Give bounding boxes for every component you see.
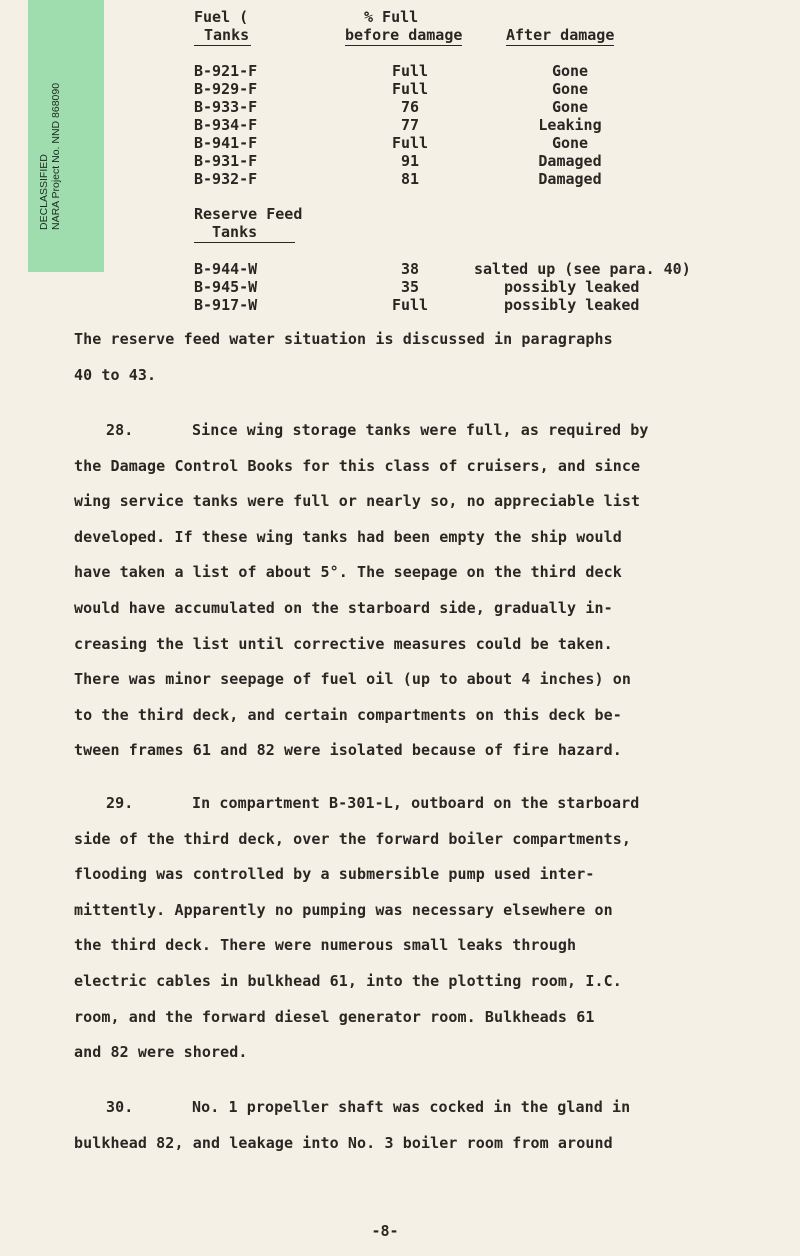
reserve-row-pct: Full [391, 296, 429, 314]
reserve-row-tank: B-917-W [194, 296, 258, 314]
fuel-row-after: Gone [551, 62, 589, 80]
text-line: mittently. Apparently no pumping was necessary elsewhere on [74, 900, 613, 919]
text-line: to the third deck, and certain compartments on this deck be- [74, 705, 622, 724]
reserve-row-pct: 35 [400, 278, 420, 296]
fuel-row-pct: Full [391, 134, 429, 152]
fuel-row-tank: B-934-F [194, 116, 258, 134]
page-number: -8- [371, 1222, 399, 1240]
pct-header-2: before damage [345, 26, 463, 44]
fuel-row-after: Gone [551, 134, 589, 152]
reserve-row-tank: B-944-W [194, 260, 258, 278]
reserve-header-2: Tanks [194, 223, 295, 243]
fuel-row-pct: 81 [400, 170, 420, 188]
text-line: The reserve feed water situation is discussed in paragraphs [74, 330, 613, 348]
fuel-row-tank: B-929-F [194, 80, 258, 98]
fuel-row-pct: 91 [400, 152, 420, 170]
reserve-row-after: salted up (see para. 40) [474, 260, 691, 278]
fuel-row-tank: B-931-F [194, 152, 258, 170]
declassified-stamp-text [38, 30, 62, 230]
reserve-row-after: possibly leaked [504, 296, 640, 314]
pct-header-1: % Full [364, 8, 419, 26]
text-line: developed. If these wing tanks had been empty the ship would [74, 527, 622, 546]
text-line: the third deck. There were numerous small leaks through [74, 936, 577, 955]
text-line: electric cables in bulkhead 61, into the plotting room, I.C. [74, 971, 622, 990]
text-line: and 82 were shored. [74, 1043, 248, 1062]
text-line: Since wing storage tanks were full, as required by [192, 421, 649, 439]
text-line: tween frames 61 and 82 were isolated because of fire hazard. [74, 741, 622, 760]
fuel-row-tank: B-941-F [194, 134, 258, 152]
reserve-header-2-wrap [194, 223, 295, 243]
fuel-tanks-header-2-wrap [194, 26, 251, 46]
text-line: room, and the forward diesel generator room. Bulkheads 61 [74, 1007, 595, 1026]
after-header-wrap [506, 26, 614, 46]
paragraph-number: 30. [106, 1098, 134, 1116]
fuel-row-after: Gone [551, 98, 589, 116]
fuel-tanks-header-2: Tanks [194, 26, 251, 46]
fuel-row-after: Gone [551, 80, 589, 98]
reserve-row-pct: 38 [400, 260, 420, 278]
paragraph-number: 28. [106, 421, 134, 439]
paragraph-28 [74, 413, 744, 769]
fuel-row-pct: 77 [400, 116, 420, 134]
paragraph-30 [74, 1090, 744, 1161]
text-line: 40 to 43. [74, 365, 157, 384]
stamp-line-2: NARA Project No. NND 868090 [50, 82, 62, 230]
text-line: would have accumulated on the starboard side, gradually in- [74, 598, 613, 617]
after-header: After damage [506, 26, 615, 44]
text-line: have taken a list of about 5°. The seepage on the third deck [74, 563, 622, 582]
stamp-line-1: DECLASSIFIED [38, 154, 50, 230]
fuel-row-pct: Full [391, 62, 429, 80]
fuel-row-pct: Full [391, 80, 429, 98]
reserve-header-1: Reserve Feed [194, 205, 303, 223]
fuel-row-tank: B-921-F [194, 62, 258, 80]
fuel-row-after: Damaged [538, 170, 602, 188]
text-line: creasing the list until corrective measures could be taken. [74, 634, 613, 653]
fuel-row-after: Leaking [538, 116, 602, 134]
text-line: flooding was controlled by a submersible pump used inter- [74, 865, 595, 884]
reserve-row-after: possibly leaked [504, 278, 640, 296]
reserve-row-tank: B-945-W [194, 278, 258, 296]
fuel-row-tank: B-933-F [194, 98, 258, 116]
pct-header-2-wrap [345, 26, 462, 46]
text-line: wing service tanks were full or nearly so, no appreciable list [74, 492, 641, 511]
fuel-tanks-header-1: Fuel ( [194, 8, 249, 26]
text-line: No. 1 propeller shaft was cocked in the gland in [192, 1098, 631, 1116]
intro-paragraph [74, 322, 744, 393]
text-line: bulkhead 82, and leakage into No. 3 boiler room from around [74, 1133, 613, 1152]
fuel-row-pct: 76 [400, 98, 420, 116]
text-line: side of the third deck, over the forward boiler compartments, [74, 829, 631, 848]
text-line: There was minor seepage of fuel oil (up to about 4 inches) on [74, 670, 631, 689]
text-line: In compartment B-301-L, outboard on the starboard [192, 794, 640, 812]
paragraph-29 [74, 786, 744, 1071]
fuel-row-after: Damaged [538, 152, 602, 170]
paragraph-number: 29. [106, 794, 134, 812]
text-line: the Damage Control Books for this class of cruisers, and since [74, 456, 641, 475]
fuel-row-tank: B-932-F [194, 170, 258, 188]
